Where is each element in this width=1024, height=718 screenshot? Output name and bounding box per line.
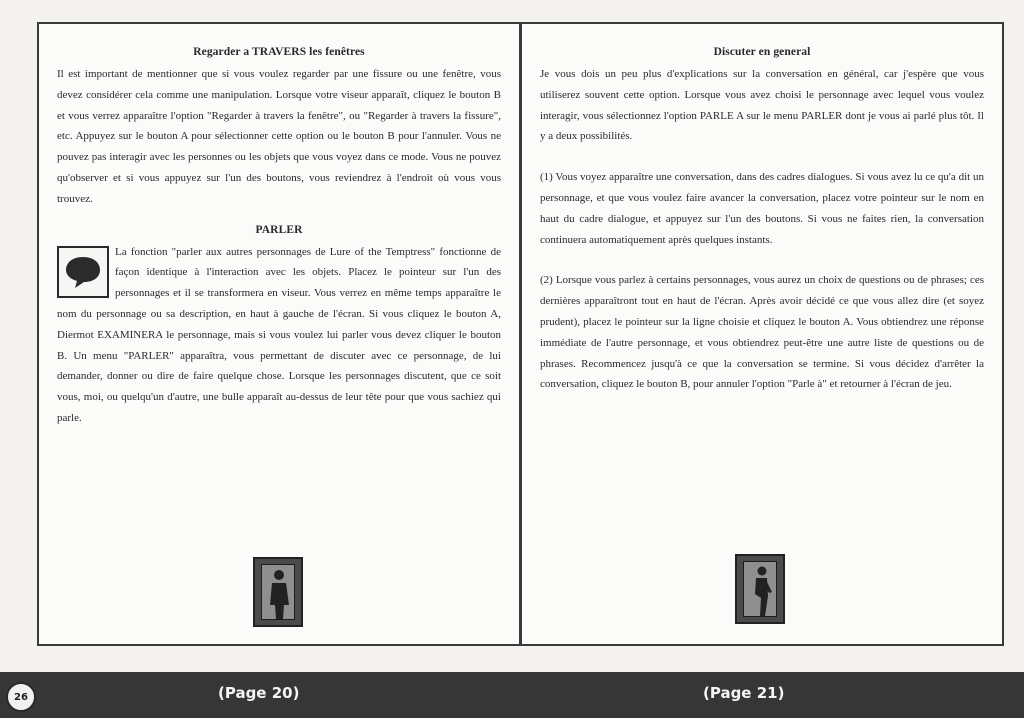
left-manual-page [37, 22, 521, 646]
paragraph-option-2: (2) Lorsque vous parlez à certains personnages, vous aurez un choix de questions ou de phrases; ces dernières apparaîtront tout en haut de l'écran. Après avoir décidé ce que vous allez dire (et soyez prudent), placez le pointeur sur la ligne choisie et cliquez le bouton A. Vous obtiendrez une réponse immédiate de l'autre personnage, et vous obtiendrez peut-être une autre liste de questions ou de phrases. Recommencez jusqu'à ce que la conversation se termine. Si vous décidez d'arrêter la conversation, cliquez le bouton B, pour annuler l'option "Parle à" et retourner à l'écran de jeu. [540, 274, 984, 391]
footer-bar [0, 672, 1024, 718]
page-label-right: (Page 21) [703, 684, 785, 702]
section-text-regarder: Il est important de mentionner que si vous voulez regarder par une fissure ou une fenêtre, vous devez considérer cela comme une manipulation. Lorsque votre viseur apparaît, cliquez le bouton B et vous verrez apparaître l'option "Regarder à travers la fenêtre", ou "Regarder à travers la fissure", etc. Appuyez sur le bouton A pour sélectionner cette option ou le bouton B pour l'annuler. Vous ne pouvez pas interagir avec les personnes ou les objets que vous voyez dans ce mode. Vous ne pouvez qu'observer et si vous appuyez sur l'un des boutons, vous reviendrez à l'endroit où vous vous trouvez. [57, 68, 501, 205]
speech-bubble-icon-frame [57, 246, 109, 298]
section-heading-discuter: Discuter en general [713, 46, 811, 58]
paragraph-intro: Je vous dois un peu plus d'explications sur la conversation en général, car j'espère que vous utiliserez souvent cette option. Lorsque vous avez choisi le personnage avec lequel vous voulez interagir, vous sélectionnez l'option PARLE A sur le menu PARLER dont je vous ai parlé plus tôt. Il y a deux possibilités. [540, 68, 984, 143]
character-figure-icon [253, 557, 303, 627]
paragraph-option-1: (1) Vous voyez apparaître une conversation, dans des cadres dialogues. Si vous avez lu ce qu'a dit un personnage, et que vous voulez faire avancer la conversation, placez votre pointeur sur le nom en haut du cadre dialogue, et appuyez sur l'un des boutons. Si vous ne faites rien, la conversation continuera automatiquement après quelques instants. [540, 171, 984, 246]
section-text-parler: La fonction "parler aux autres personnages de Lure of the Temptress" fonctionne de façon identique à l'interaction avec les objets. Placez le pointeur sur l'un des personnages et il se transformera en viseur. Vous verrez en même temps apparaître le nom du personnage ou sa description, en haut à gauche de l'écran. Si vous cliquez le bouton A, Diermot EXAMINERA le personnage, mais si vous voulez lui parler vous devez cliquer le bouton B. Un menu "PARLER" apparaîtra, vous permettant de discuter avec ce personnage, de lui demander, donner ou dire de faire quelque chose. Lorsque les personnages discutent, que ce soit vous, moi, ou quelqu'un d'autre, une bulle apparaît au-dessus de leur tête pour que vous sachiez qui parle. [57, 245, 501, 424]
speech-bubble-icon [63, 253, 103, 291]
character-figure-icon [735, 554, 785, 624]
section-heading-parler: PARLER [255, 223, 303, 236]
page-label-left: (Page 20) [218, 684, 300, 702]
right-manual-page [520, 22, 1004, 646]
page-number-badge: 26 [6, 682, 36, 712]
section-heading-regarder: Regarder a TRAVERS les fenêtres [193, 46, 365, 58]
